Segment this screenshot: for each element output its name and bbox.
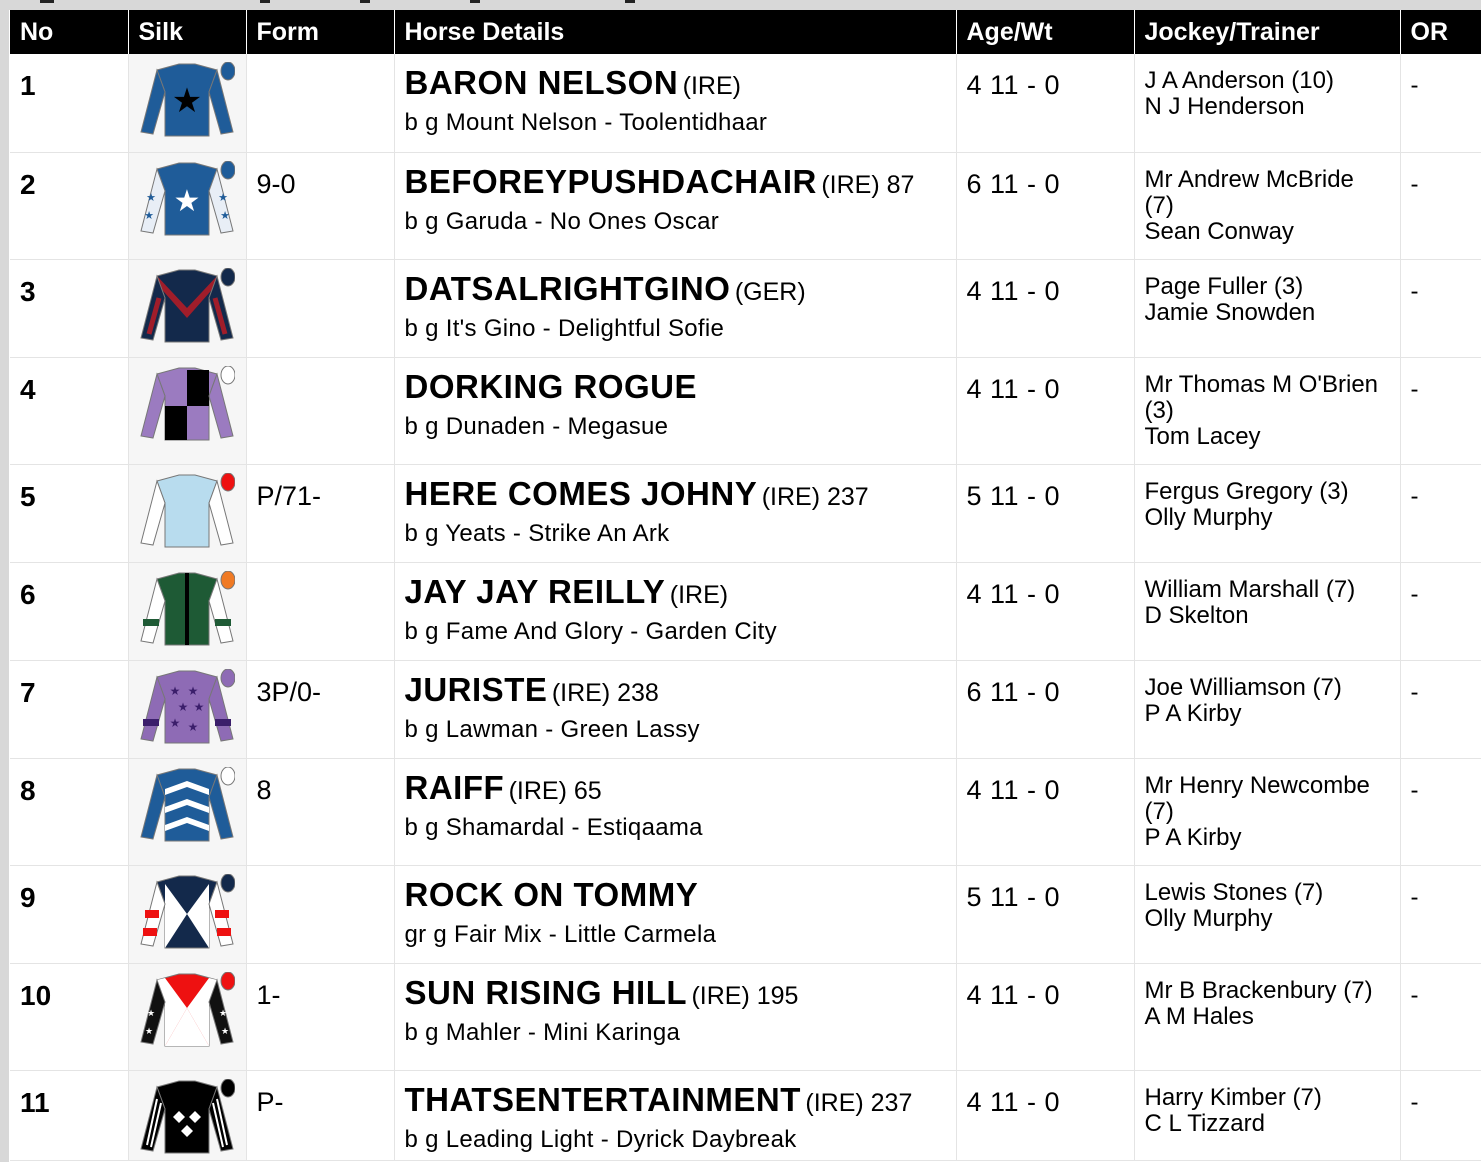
runner-form [246,562,394,660]
jockey-name[interactable]: J A Anderson (10) [1144,67,1334,94]
horse-details [394,1070,956,1160]
left-border [0,0,9,1162]
horse-breeding: b g Mount Nelson - Toolentidhaar [404,109,768,136]
horse-breeding: gr g Fair Mix - Little Carmela [404,920,717,948]
trainer-name[interactable]: Olly Murphy [1144,503,1273,531]
jockey-trainer [1134,1070,1400,1160]
jockey-name[interactable]: Joe Williamson (7) [1144,673,1342,701]
jockey-trainer [1134,865,1400,963]
jockey-silk-icon [139,161,235,239]
age-weight: 6 11 - 0 [956,152,1134,259]
runner-number: 11 [10,1070,128,1160]
trainer-name[interactable]: Jamie Snowden [1144,298,1316,326]
jockey-trainer [1134,963,1400,1070]
jockey-silk-icon [139,268,235,346]
runner-row-1[interactable] [10,54,1481,152]
runner-number: 3 [10,259,128,357]
horse-breeding: b g Shamardal - Estiqaama [404,813,703,841]
runner-form [246,54,394,152]
silk-cell [128,54,246,152]
horse-name-link[interactable]: JURISTE [404,670,548,708]
header-strip [0,0,1481,10]
trainer-name[interactable]: A M Hales [1144,1002,1254,1030]
svg-text:★: ★ [169,683,180,698]
jockey-name[interactable]: Mr Andrew McBride (7) [1144,165,1354,219]
horse-suffix: (IRE) [682,72,741,100]
col-header-or[interactable]: OR [1400,10,1481,54]
horse-suffix: (GER) [734,277,806,306]
horse-suffix: (IRE) 237 [805,1088,913,1117]
runner-form [246,259,394,357]
jockey-trainer [1134,259,1400,357]
horse-name-link[interactable]: JAY JAY REILLY [404,572,666,610]
horse-breeding: b g Leading Light - Dyrick Daybreak [404,1125,797,1153]
silk-cell [128,357,246,464]
official-rating: - [1400,1070,1481,1160]
age-weight: 4 11 - 0 [956,963,1134,1070]
jockey-name[interactable]: Lewis Stones (7) [1144,878,1324,906]
official-rating: - [1400,660,1481,758]
svg-text:★: ★ [218,1008,227,1019]
horse-name-link[interactable]: HERE COMES JOHNY [404,474,758,512]
jockey-silk-icon [139,366,235,444]
silk-cell [128,464,246,562]
col-header-jockey-trainer[interactable]: Jockey/Trainer [1134,10,1400,54]
silk-cell [128,963,246,1070]
svg-text:★: ★ [193,699,204,714]
horse-name-link[interactable]: BARON NELSON [404,64,679,101]
runner-number: 7 [10,660,128,758]
runner-form [246,357,394,464]
age-weight: 5 11 - 0 [956,865,1134,963]
horse-suffix: (IRE) [669,580,729,609]
age-weight: 6 11 - 0 [956,660,1134,758]
horse-suffix: (IRE) 195 [691,981,799,1010]
horse-details [394,54,956,152]
runner-number: 5 [10,464,128,562]
jockey-silk-icon [139,62,235,140]
silk-cell [128,259,246,357]
jockey-silk-icon [139,767,235,845]
horse-breeding: b g Garuda - No Ones Oscar [404,207,720,235]
horse-breeding: b g Mahler - Mini Karinga [404,1018,681,1046]
runner-form [246,865,394,963]
horse-details [394,758,956,865]
runner-form: 3P/0- [246,660,394,758]
jockey-trainer [1134,562,1400,660]
runner-row-7[interactable] [10,660,1481,758]
horse-details [394,464,956,562]
silk-cell [128,562,246,660]
svg-text:★: ★ [219,208,230,222]
jockey-trainer [1134,464,1400,562]
trainer-name[interactable]: N J Henderson [1144,93,1305,120]
trainer-name[interactable]: P A Kirby [1144,699,1242,727]
runner-row-8[interactable] [10,758,1481,865]
jockey-trainer [1134,660,1400,758]
horse-details [394,357,956,464]
jockey-trainer [1134,54,1400,152]
runner-number: 8 [10,758,128,865]
jockey-silk-icon [139,972,235,1050]
trainer-name[interactable]: D Skelton [1144,601,1249,629]
horse-name-link[interactable]: THATSENTERTAINMENT [404,1080,801,1118]
horse-name-link[interactable]: RAIFF [404,768,505,806]
jockey-name[interactable]: Fergus Gregory (3) [1144,477,1349,505]
age-weight: 4 11 - 0 [956,357,1134,464]
silk-cell [128,758,246,865]
horse-breeding: b g Lawman - Green Lassy [404,715,700,743]
age-weight: 4 11 - 0 [956,54,1134,152]
official-rating: - [1400,758,1481,865]
col-header-silk: Silk [128,10,246,54]
silk-cell [128,865,246,963]
runner-row-4[interactable] [10,357,1481,464]
official-rating: - [1400,357,1481,464]
horse-breeding: b g Dunaden - Megasue [404,412,669,440]
runner-form: 9-0 [246,152,394,259]
jockey-silk-icon [139,669,235,747]
trainer-name[interactable]: Olly Murphy [1144,904,1273,932]
silk-cell [128,1070,246,1160]
silk-cell [128,660,246,758]
horse-name-link[interactable]: SUN RISING HILL [404,973,688,1011]
horse-details [394,963,956,1070]
horse-name-link[interactable]: BEFOREYPUSHDACHAIR [404,162,817,200]
jockey-silk-icon [139,473,235,551]
runner-number: 2 [10,152,128,259]
runner-form: P- [246,1070,394,1160]
svg-text:★: ★ [187,683,198,698]
jockey-trainer [1134,758,1400,865]
runner-number: 1 [10,54,128,152]
horse-suffix: (IRE) 238 [551,678,659,707]
age-weight: 5 11 - 0 [956,464,1134,562]
jockey-silk-icon [139,571,235,649]
runner-row-9[interactable] [10,865,1481,963]
svg-text:★: ★ [177,699,188,714]
runner-number: 10 [10,963,128,1070]
age-weight: 4 11 - 0 [956,1070,1134,1160]
runner-number: 9 [10,865,128,963]
jockey-silk-icon [139,1079,235,1157]
runner-number: 4 [10,357,128,464]
age-weight: 4 11 - 0 [956,259,1134,357]
horse-details [394,562,956,660]
col-header-form[interactable]: Form [246,10,394,54]
trainer-name[interactable]: C L Tizzard [1144,1109,1265,1137]
official-rating: - [1400,464,1481,562]
runner-number: 6 [10,562,128,660]
official-rating: - [1400,54,1481,152]
trainer-name[interactable]: Sean Conway [1144,217,1294,245]
horse-details [394,865,956,963]
runner-row-3[interactable] [10,259,1481,357]
age-weight: 4 11 - 0 [956,562,1134,660]
jockey-silk-icon [139,874,235,952]
horse-suffix: (IRE) 87 [821,170,915,199]
horse-details [394,259,956,357]
trainer-name[interactable]: Tom Lacey [1144,422,1261,450]
svg-text:★: ★ [220,1026,229,1037]
horse-breeding: b g Fame And Glory - Garden City [404,617,777,645]
jockey-name[interactable]: Mr B Brackenbury (7) [1144,976,1373,1004]
official-rating: - [1400,963,1481,1070]
col-header-no[interactable]: No [10,10,128,54]
horse-name-link[interactable]: DATSALRIGHTGINO [404,269,731,307]
horse-suffix: (IRE) 65 [508,776,602,805]
svg-text:★: ★ [173,183,200,219]
jockey-trainer [1134,152,1400,259]
jockey-name[interactable]: Mr Henry Newcombe (7) [1144,771,1370,825]
svg-text:★: ★ [146,1008,155,1019]
silk-cell [128,152,246,259]
svg-text:★: ★ [143,208,154,222]
jockey-name[interactable]: Page Fuller (3) [1144,272,1304,300]
official-rating: - [1400,865,1481,963]
svg-text:★: ★ [144,1026,153,1037]
horse-suffix: (IRE) 237 [761,482,869,511]
col-header-horse-details[interactable]: Horse Details [394,10,956,54]
header-row [10,10,1481,54]
horse-breeding: b g Yeats - Strike An Ark [404,519,670,547]
official-rating: - [1400,152,1481,259]
horse-breeding: b g It's Gino - Delightful Sofie [404,314,725,342]
col-header-age-wt[interactable]: Age/Wt [956,10,1134,54]
horse-details [394,152,956,259]
jockey-name[interactable]: Harry Kimber (7) [1144,1083,1322,1111]
racecard-table [10,10,1481,1161]
svg-text:★: ★ [217,190,228,204]
runner-row-11[interactable] [10,1070,1481,1160]
trainer-name[interactable]: P A Kirby [1144,823,1242,851]
runner-form: P/71- [246,464,394,562]
runner-form: 8 [246,758,394,865]
horse-name-link[interactable]: ROCK ON TOMMY [404,875,699,913]
jockey-name[interactable]: William Marshall (7) [1144,575,1356,603]
svg-text:★: ★ [171,81,202,121]
age-weight: 4 11 - 0 [956,758,1134,865]
runner-form: 1- [246,963,394,1070]
runner-row-2[interactable] [10,152,1481,259]
horse-details [394,660,956,758]
runner-row-5[interactable] [10,464,1481,562]
jockey-name[interactable]: Mr Thomas M O'Brien (3) [1144,370,1379,424]
jockey-trainer [1134,357,1400,464]
runner-row-10[interactable] [10,963,1481,1070]
official-rating: - [1400,259,1481,357]
horse-name-link[interactable]: DORKING ROGUE [404,367,698,405]
official-rating: - [1400,562,1481,660]
svg-text:★: ★ [145,190,156,204]
svg-text:★: ★ [187,719,198,734]
runner-row-6[interactable] [10,562,1481,660]
svg-text:★: ★ [169,715,180,730]
